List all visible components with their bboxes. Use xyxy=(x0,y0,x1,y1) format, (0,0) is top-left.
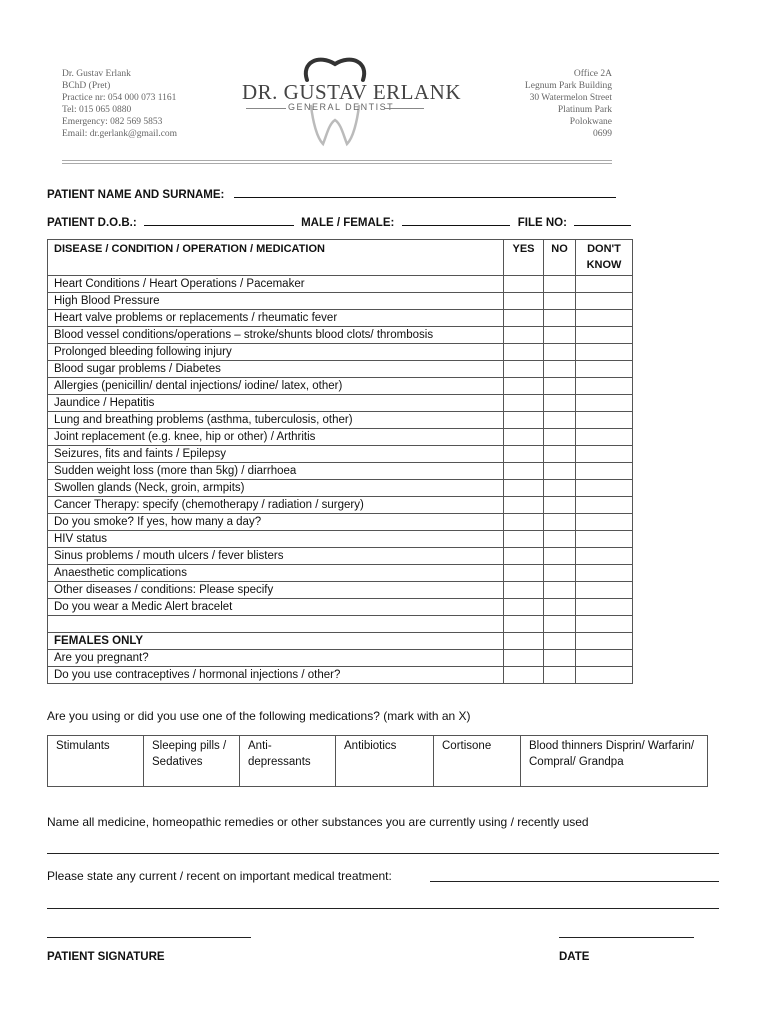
header-rule-top xyxy=(62,160,612,161)
no-checkbox[interactable] xyxy=(544,582,576,599)
practitioner-line: Practice nr: 054 000 073 1161 xyxy=(62,93,177,103)
dont-know-checkbox[interactable] xyxy=(576,565,633,582)
dob-label: PATIENT D.O.B.: xyxy=(47,217,137,229)
no-checkbox[interactable] xyxy=(544,344,576,361)
yes-checkbox[interactable] xyxy=(504,395,544,412)
date-label: DATE xyxy=(559,951,590,963)
table-row xyxy=(48,650,633,667)
no-checkbox[interactable] xyxy=(544,412,576,429)
practice-address xyxy=(525,68,612,140)
condition-label: Heart Conditions / Heart Operations / Pacemaker xyxy=(48,276,504,293)
condition-label: Blood vessel conditions/operations – stroke/shunts blood clots/ thrombosis xyxy=(48,327,504,344)
condition-label: Do you wear a Medic Alert bracelet xyxy=(48,599,504,616)
practitioner-details xyxy=(62,68,177,140)
no-checkbox[interactable] xyxy=(544,276,576,293)
yes-checkbox[interactable] xyxy=(504,582,544,599)
dont-know-checkbox[interactable] xyxy=(576,378,633,395)
yes-checkbox xyxy=(504,633,544,650)
table-row xyxy=(48,276,633,293)
table-row xyxy=(48,497,633,514)
condition-label: Sinus problems / mouth ulcers / fever blisters xyxy=(48,548,504,565)
condition-label: High Blood Pressure xyxy=(48,293,504,310)
other-substances-field[interactable] xyxy=(47,853,719,854)
condition-label: Other diseases / conditions: Please specify xyxy=(48,582,504,599)
no-checkbox[interactable] xyxy=(544,395,576,412)
no-checkbox[interactable] xyxy=(544,497,576,514)
logo-rule-right xyxy=(384,108,424,109)
no-checkbox[interactable] xyxy=(544,667,576,684)
yes-checkbox[interactable] xyxy=(504,531,544,548)
dont-know-checkbox[interactable] xyxy=(576,667,633,684)
header-rule-bottom xyxy=(62,163,612,164)
dont-know-checkbox[interactable] xyxy=(576,361,633,378)
condition-label: Lung and breathing problems (asthma, tuberculosis, other) xyxy=(48,412,504,429)
yes-checkbox[interactable] xyxy=(504,514,544,531)
condition-label: Do you use contraceptives / hormonal injections / other? xyxy=(48,667,504,684)
medication-blood-thinners[interactable]: Blood thinners Disprin/ Warfarin/ Compral/ Grandpa xyxy=(521,736,708,787)
treatment-label: Please state any current / recent on important medical treatment: xyxy=(47,869,392,883)
condition-label: Heart valve problems or replacements / rheumatic fever xyxy=(48,310,504,327)
yes-checkbox[interactable] xyxy=(504,293,544,310)
table-row xyxy=(48,633,633,650)
address-line: 0699 xyxy=(593,129,612,139)
treatment-row xyxy=(47,869,392,883)
table-row xyxy=(48,548,633,565)
no-checkbox[interactable] xyxy=(544,361,576,378)
logo-subtitle: GENERAL DENTIST xyxy=(288,102,395,112)
dont-know-checkbox[interactable] xyxy=(576,480,633,497)
condition-label: Blood sugar problems / Diabetes xyxy=(48,361,504,378)
logo-rule-left xyxy=(246,108,286,109)
table-row xyxy=(48,565,633,582)
table-row xyxy=(48,344,633,361)
table-row xyxy=(48,361,633,378)
condition-column-header: DISEASE / CONDITION / OPERATION / MEDICATION xyxy=(48,240,504,276)
patient-name-label: PATIENT NAME AND SURNAME: xyxy=(47,189,225,201)
practice-logo xyxy=(240,54,461,149)
medication-antibiotics[interactable]: Antibiotics xyxy=(336,736,434,787)
no-checkbox[interactable] xyxy=(544,463,576,480)
yes-checkbox[interactable] xyxy=(504,565,544,582)
table-row xyxy=(48,429,633,446)
dont-know-checkbox[interactable] xyxy=(576,310,633,327)
treatment-field[interactable] xyxy=(430,881,719,882)
medication-cortisone[interactable]: Cortisone xyxy=(434,736,521,787)
patient-signature-label: PATIENT SIGNATURE xyxy=(47,951,165,963)
dont-know-checkbox[interactable] xyxy=(576,582,633,599)
medication-sleeping-pills[interactable]: Sleeping pills / Sedatives xyxy=(144,736,240,787)
no-checkbox[interactable] xyxy=(544,327,576,344)
dont-know-checkbox[interactable] xyxy=(576,531,633,548)
condition-label xyxy=(48,616,504,633)
address-line: Office 2A xyxy=(573,69,612,79)
females-only-heading: FEMALES ONLY xyxy=(48,633,504,650)
yes-checkbox[interactable] xyxy=(504,548,544,565)
table-row xyxy=(48,480,633,497)
table-row xyxy=(48,310,633,327)
logo-title: DR. GUSTAV ERLANK xyxy=(242,80,461,104)
conditions-table xyxy=(47,239,633,684)
medications-question: Are you using or did you use one of the following medications? (mark with an X) xyxy=(47,709,471,723)
conditions-table-body xyxy=(48,276,633,684)
table-row xyxy=(48,514,633,531)
no-checkbox[interactable] xyxy=(544,531,576,548)
dont-know-checkbox[interactable] xyxy=(576,293,633,310)
condition-label: Are you pregnant? xyxy=(48,650,504,667)
dont-know-checkbox[interactable] xyxy=(576,497,633,514)
no-checkbox[interactable] xyxy=(544,378,576,395)
address-line: 30 Watermelon Street xyxy=(529,93,612,103)
yes-checkbox[interactable] xyxy=(504,429,544,446)
table-row xyxy=(48,599,633,616)
condition-label: Seizures, fits and faints / Epilepsy xyxy=(48,446,504,463)
yes-checkbox[interactable] xyxy=(504,446,544,463)
dont-know-checkbox[interactable] xyxy=(576,650,633,667)
condition-label: Jaundice / Hepatitis xyxy=(48,395,504,412)
dont-know-checkbox[interactable] xyxy=(576,463,633,480)
yes-checkbox xyxy=(504,616,544,633)
medication-anti-depressants[interactable]: Anti-depressants xyxy=(240,736,336,787)
yes-checkbox[interactable] xyxy=(504,480,544,497)
condition-label: Swollen glands (Neck, groin, armpits) xyxy=(48,480,504,497)
no-checkbox[interactable] xyxy=(544,446,576,463)
dont-know-checkbox[interactable] xyxy=(576,344,633,361)
dont-know-checkbox[interactable] xyxy=(576,599,633,616)
no-checkbox[interactable] xyxy=(544,429,576,446)
yes-checkbox[interactable] xyxy=(504,599,544,616)
yes-checkbox[interactable] xyxy=(504,276,544,293)
table-row xyxy=(48,616,633,633)
dont-know-checkbox[interactable] xyxy=(576,429,633,446)
dont-know-checkbox[interactable] xyxy=(576,412,633,429)
address-line: Polokwane xyxy=(569,117,612,127)
yes-checkbox[interactable] xyxy=(504,667,544,684)
dont-know-checkbox xyxy=(576,633,633,650)
yes-checkbox[interactable] xyxy=(504,344,544,361)
table-row xyxy=(48,446,633,463)
patient-signature-field[interactable] xyxy=(47,937,251,938)
no-checkbox xyxy=(544,616,576,633)
condition-label: Prolonged bleeding following injury xyxy=(48,344,504,361)
condition-label: Sudden weight loss (more than 5kg) / diarrhoea xyxy=(48,463,504,480)
no-checkbox[interactable] xyxy=(544,548,576,565)
address-line: Platinum Park xyxy=(557,105,612,115)
no-checkbox[interactable] xyxy=(544,480,576,497)
table-row xyxy=(48,327,633,344)
patient-name-row xyxy=(47,187,616,201)
treatment-field-continued[interactable] xyxy=(47,908,719,909)
yes-checkbox[interactable] xyxy=(504,327,544,344)
table-row xyxy=(48,395,633,412)
condition-label: Cancer Therapy: specify (chemotherapy / radiation / surgery) xyxy=(48,497,504,514)
other-substances-label: Name all medicine, homeopathic remedies or other substances you are currently using / recently used xyxy=(47,815,589,829)
medications-row xyxy=(48,736,708,787)
practitioner-line: Email: dr.gerlank@gmail.com xyxy=(62,129,178,139)
yes-column-header: YES xyxy=(504,240,544,276)
table-row xyxy=(48,582,633,599)
condition-label: Do you smoke? If yes, how many a day? xyxy=(48,514,504,531)
dob-field[interactable] xyxy=(144,215,294,226)
medications-table xyxy=(47,735,708,787)
date-field[interactable] xyxy=(559,937,694,938)
dont-know-checkbox[interactable] xyxy=(576,395,633,412)
yes-checkbox[interactable] xyxy=(504,361,544,378)
address-line: Legnum Park Building xyxy=(524,81,612,91)
no-checkbox[interactable] xyxy=(544,599,576,616)
gender-field[interactable] xyxy=(402,215,510,226)
patient-details-row xyxy=(47,215,631,229)
dont-know-checkbox[interactable] xyxy=(576,514,633,531)
practitioner-line: Emergency: 082 569 5853 xyxy=(62,117,163,127)
condition-label: HIV status xyxy=(48,531,504,548)
yes-checkbox[interactable] xyxy=(504,497,544,514)
table-row xyxy=(48,531,633,548)
table-row xyxy=(48,412,633,429)
condition-label: Allergies (penicillin/ dental injections/ iodine/ latex, other) xyxy=(48,378,504,395)
no-checkbox[interactable] xyxy=(544,514,576,531)
dont-know-checkbox[interactable] xyxy=(576,446,633,463)
no-column-header: NO xyxy=(544,240,576,276)
yes-checkbox[interactable] xyxy=(504,650,544,667)
dont-know-checkbox[interactable] xyxy=(576,548,633,565)
table-header-row xyxy=(48,240,633,276)
no-checkbox xyxy=(544,633,576,650)
practitioner-line: Tel: 015 065 0880 xyxy=(62,105,132,115)
gender-label: MALE / FEMALE: xyxy=(301,217,395,229)
patient-name-field[interactable] xyxy=(234,187,616,198)
yes-checkbox[interactable] xyxy=(504,310,544,327)
no-checkbox[interactable] xyxy=(544,310,576,327)
dont-know-checkbox[interactable] xyxy=(576,327,633,344)
dont-know-checkbox[interactable] xyxy=(576,276,633,293)
table-row xyxy=(48,667,633,684)
file-no-label: FILE NO: xyxy=(517,217,567,229)
medication-stimulants[interactable]: Stimulants xyxy=(48,736,144,787)
no-checkbox[interactable] xyxy=(544,565,576,582)
condition-label: Joint replacement (e.g. knee, hip or other) / Arthritis xyxy=(48,429,504,446)
dont-know-checkbox xyxy=(576,616,633,633)
yes-checkbox[interactable] xyxy=(504,378,544,395)
file-no-field[interactable] xyxy=(574,215,631,226)
table-row xyxy=(48,463,633,480)
table-row xyxy=(48,378,633,395)
yes-checkbox[interactable] xyxy=(504,412,544,429)
practitioner-line: BChD (Pret) xyxy=(62,81,111,91)
table-row xyxy=(48,293,633,310)
dont-know-column-header: DON'T KNOW xyxy=(576,240,633,276)
yes-checkbox[interactable] xyxy=(504,463,544,480)
no-checkbox[interactable] xyxy=(544,293,576,310)
practitioner-line: Dr. Gustav Erlank xyxy=(62,69,131,79)
condition-label: Anaesthetic complications xyxy=(48,565,504,582)
no-checkbox[interactable] xyxy=(544,650,576,667)
